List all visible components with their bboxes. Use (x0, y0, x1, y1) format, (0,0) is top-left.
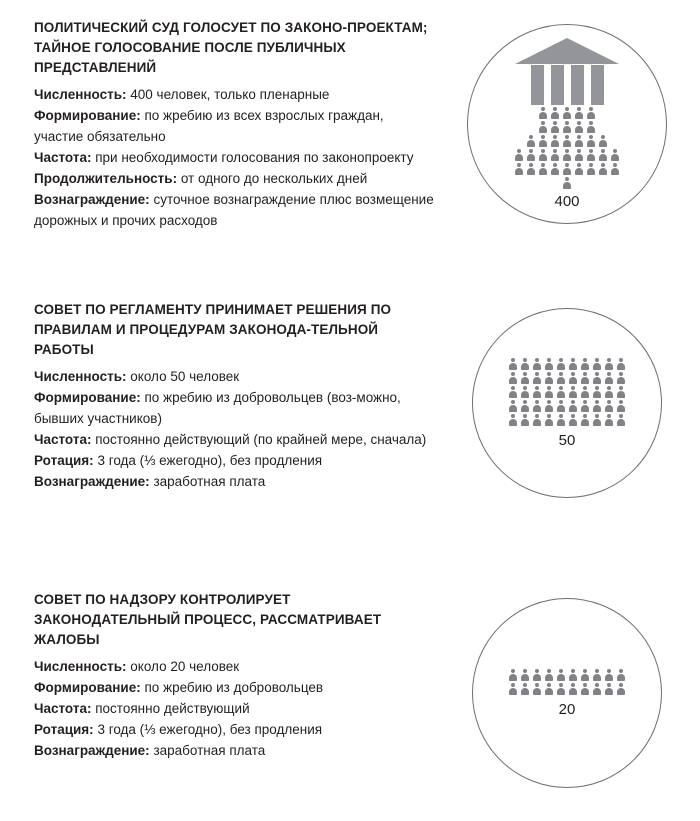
diagram-circle (472, 598, 662, 788)
person-icon (557, 400, 566, 412)
person-icon (533, 400, 542, 412)
person-icon (575, 121, 584, 133)
person-icon (563, 135, 572, 147)
person-icon (557, 386, 566, 398)
person-icon (569, 683, 578, 695)
text-column (34, 18, 434, 231)
person-icon (605, 400, 614, 412)
detail-row (34, 387, 434, 429)
person-icon (587, 121, 596, 133)
person-icon (593, 358, 602, 370)
detail-label: Ротация: (34, 722, 94, 737)
person-icon (569, 372, 578, 384)
person-icon (533, 386, 542, 398)
person-icon (545, 400, 554, 412)
person-icon (521, 683, 530, 695)
person-icon (515, 163, 524, 175)
people-row (515, 163, 620, 175)
detail-value: 3 года (⅓ ежегодно), без продления (97, 722, 323, 737)
person-icon (605, 358, 614, 370)
person-icon (605, 386, 614, 398)
person-icon (545, 414, 554, 426)
text-column (34, 300, 434, 492)
detail-row (34, 105, 434, 147)
detail-value: постоянно действующий (95, 701, 250, 716)
person-icon (593, 683, 602, 695)
person-icon (599, 163, 608, 175)
people-row (509, 372, 626, 384)
diagram-count: 50 (558, 431, 576, 449)
person-icon (569, 669, 578, 681)
detail-value: заработная плата (153, 743, 266, 758)
detail-row (34, 366, 434, 387)
detail-label: Формирование: (34, 680, 141, 695)
person-icon (527, 149, 536, 161)
detail-value: по жребию из всех взрослых граждан, участие обязательно (34, 108, 384, 144)
diagram-column (434, 18, 700, 224)
detail-label: Частота: (34, 701, 92, 716)
people-row (539, 121, 596, 133)
person-icon (617, 669, 626, 681)
person-icon (521, 386, 530, 398)
people-row (509, 669, 626, 681)
person-icon (515, 149, 524, 161)
person-icon (563, 107, 572, 119)
person-icon (605, 669, 614, 681)
person-icon (581, 669, 590, 681)
person-icon (617, 386, 626, 398)
person-icon (563, 149, 572, 161)
detail-label: Вознаграждение: (34, 743, 150, 758)
people-row (509, 386, 626, 398)
person-icon (593, 372, 602, 384)
detail-value: заработная плата (153, 474, 266, 489)
person-icon (527, 163, 536, 175)
person-icon (617, 400, 626, 412)
text-column (34, 590, 434, 761)
person-icon (605, 372, 614, 384)
diagram-column (434, 300, 700, 498)
detail-label: Вознаграждение: (34, 192, 150, 207)
detail-value: по жребию из добровольцев (144, 680, 324, 695)
temple-icon (515, 38, 619, 105)
person-icon (569, 400, 578, 412)
detail-row (34, 147, 434, 168)
block-heading: СОВЕТ ПО НАДЗОРУ КОНТРОЛИРУЕТ ЗАКОНОДАТЕЛЬНЫЙ ПРОЦЕСС, РАССМАТРИВАЕТ ЖАЛОБЫ (34, 592, 382, 647)
person-icon (533, 358, 542, 370)
person-icon (599, 149, 608, 161)
person-icon (533, 683, 542, 695)
person-icon (587, 149, 596, 161)
person-icon (551, 149, 560, 161)
person-icon (611, 163, 620, 175)
person-icon (539, 121, 548, 133)
people-row (515, 149, 620, 161)
detail-row (34, 429, 434, 450)
detail-value: суточное вознаграждение плюс возмещение дорожных и прочих расходов (34, 192, 434, 228)
detail-row (34, 719, 434, 740)
detail-row (34, 450, 434, 471)
person-icon (569, 414, 578, 426)
person-icon (539, 163, 548, 175)
detail-value: 400 человек, только пленарные (130, 87, 330, 102)
person-icon (509, 669, 518, 681)
person-icon (527, 135, 536, 147)
person-icon (617, 683, 626, 695)
diagram-circle (472, 308, 662, 498)
person-icon (521, 669, 530, 681)
detail-row (34, 189, 434, 231)
person-icon (617, 372, 626, 384)
people-row (509, 358, 626, 370)
person-icon (545, 358, 554, 370)
people-row (563, 177, 572, 189)
detail-row (34, 677, 434, 698)
person-icon (539, 107, 548, 119)
person-icon (575, 135, 584, 147)
detail-label: Вознаграждение: (34, 474, 150, 489)
person-icon (593, 386, 602, 398)
person-icon (557, 372, 566, 384)
person-icon (605, 683, 614, 695)
person-icon (581, 386, 590, 398)
info-block-rules-council (0, 300, 700, 498)
detail-value: от одного до нескольких дней (180, 171, 368, 186)
person-icon (509, 372, 518, 384)
person-icon (545, 669, 554, 681)
person-icon (569, 358, 578, 370)
diagram-column (434, 590, 700, 788)
person-icon (581, 358, 590, 370)
people-row (509, 400, 626, 412)
people-row (509, 683, 626, 695)
person-icon (551, 163, 560, 175)
detail-row (34, 656, 434, 677)
person-icon (539, 135, 548, 147)
person-icon (581, 400, 590, 412)
detail-label: Формирование: (34, 390, 141, 405)
detail-label: Частота: (34, 432, 92, 447)
info-block-oversight-council (0, 590, 700, 788)
person-icon (545, 386, 554, 398)
detail-label: Численность: (34, 87, 127, 102)
person-icon (557, 683, 566, 695)
person-icon (557, 358, 566, 370)
person-icon (533, 414, 542, 426)
people-row (527, 135, 608, 147)
detail-label: Численность: (34, 369, 127, 384)
person-icon (611, 149, 620, 161)
detail-row (34, 471, 434, 492)
detail-value: около 50 человек (130, 369, 240, 384)
detail-value: при необходимости голосования по законопроекту (95, 150, 414, 165)
detail-label: Формирование: (34, 108, 141, 123)
person-icon (593, 669, 602, 681)
person-icon (581, 372, 590, 384)
person-icon (557, 669, 566, 681)
detail-label: Продолжительность: (34, 171, 178, 186)
person-icon (581, 414, 590, 426)
detail-value: постоянно действующий (по крайней мере, сначала) (95, 432, 427, 447)
person-icon (509, 400, 518, 412)
detail-row (34, 698, 434, 719)
person-icon (521, 414, 530, 426)
detail-row (34, 84, 434, 105)
person-icon (509, 386, 518, 398)
person-icon (575, 107, 584, 119)
person-icon (521, 400, 530, 412)
person-icon (551, 121, 560, 133)
info-block-political-court (0, 18, 700, 231)
person-icon (563, 177, 572, 189)
detail-label: Численность: (34, 659, 127, 674)
person-icon (545, 683, 554, 695)
people-figures (515, 107, 620, 191)
person-icon (593, 414, 602, 426)
person-icon (569, 386, 578, 398)
detail-label: Частота: (34, 150, 92, 165)
person-icon (587, 107, 596, 119)
person-icon (575, 149, 584, 161)
person-icon (593, 400, 602, 412)
people-figures (509, 358, 626, 428)
person-icon (509, 358, 518, 370)
detail-row (34, 740, 434, 761)
block-heading: СОВЕТ ПО РЕГЛАМЕНТУ ПРИНИМАЕТ РЕШЕНИЯ ПО ПРАВИЛАМ И ПРОЦЕДУРАМ ЗАКОНОДА-ТЕЛЬНОЙ РАБОТЫ (34, 302, 392, 357)
diagram-count: 400 (554, 193, 580, 210)
person-icon (617, 358, 626, 370)
people-figures (509, 669, 626, 697)
diagram-circle (467, 24, 667, 224)
person-icon (587, 135, 596, 147)
person-icon (563, 163, 572, 175)
person-icon (599, 135, 608, 147)
person-icon (533, 669, 542, 681)
person-icon (509, 414, 518, 426)
detail-value: 3 года (⅓ ежегодно), без продления (97, 453, 323, 468)
person-icon (509, 683, 518, 695)
person-icon (551, 107, 560, 119)
person-icon (605, 414, 614, 426)
block-heading: ПОЛИТИЧЕСКИЙ СУД ГОЛОСУЕТ ПО ЗАКОНО-ПРОЕКТАМ; ТАЙНОЕ ГОЛОСОВАНИЕ ПОСЛЕ ПУБЛИЧНЫХ ПРЕДСТАВЛЕНИЙ (34, 20, 428, 75)
diagram-count: 20 (558, 700, 576, 718)
person-icon (539, 149, 548, 161)
people-row (539, 107, 596, 119)
person-icon (557, 414, 566, 426)
person-icon (563, 121, 572, 133)
person-icon (521, 372, 530, 384)
person-icon (587, 163, 596, 175)
person-icon (545, 372, 554, 384)
person-icon (575, 163, 584, 175)
detail-value: около 20 человек (130, 659, 240, 674)
person-icon (617, 414, 626, 426)
person-icon (521, 358, 530, 370)
detail-value: по жребию из добровольцев (воз-можно, бывших участников) (34, 390, 401, 426)
person-icon (533, 372, 542, 384)
person-icon (581, 683, 590, 695)
person-icon (551, 135, 560, 147)
people-row (509, 414, 626, 426)
detail-label: Ротация: (34, 453, 94, 468)
detail-row (34, 168, 434, 189)
